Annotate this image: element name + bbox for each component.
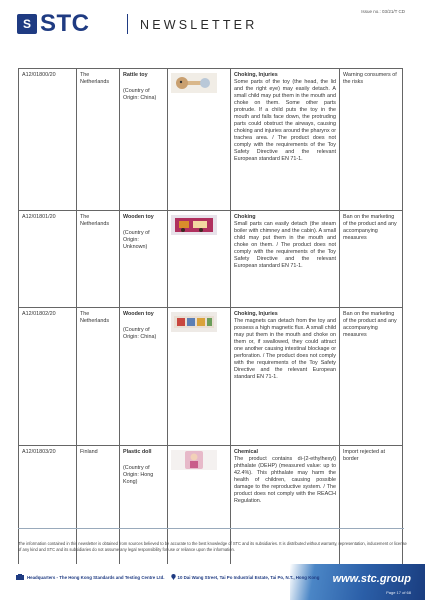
ref-cell: A12/01800/20: [19, 69, 77, 211]
rattle-toy-photo: [171, 73, 217, 93]
country-cell: The Netherlands: [77, 211, 120, 308]
country-of-origin: (Country of Origin: China): [123, 327, 157, 340]
ref-cell: A12/01802/20: [19, 308, 77, 446]
wooden-magnet-toy-photo: [171, 312, 217, 332]
risk-title: Chemical: [234, 449, 258, 455]
product-name: Wooden toy: [123, 311, 154, 317]
recall-table: [18, 68, 403, 569]
plastic-doll-photo: [171, 450, 217, 470]
headquarters-info: [16, 574, 319, 580]
photo-cell: [168, 69, 231, 211]
location-pin-icon: [171, 574, 176, 580]
photo-cell: [168, 308, 231, 446]
measure-cell: Ban on the marketing of the product and any accompanying measures: [340, 308, 403, 446]
risk-text: The magnets can detach from the toy and possess a high magnetic flux. A small child may put them in the mouth and choke on them or, if swallowed, they could attract one another causing intestinal blockage or perforation. / The product does not comply with the requirements of the Toy Safety Directive and the relevant European standard EN 71-1.: [234, 318, 336, 380]
ref-cell: A12/01801/20: [19, 211, 77, 308]
table-row: [19, 69, 403, 211]
product-cell: [120, 308, 168, 446]
header-divider: [127, 14, 128, 34]
table-row: [19, 211, 403, 308]
country-of-origin: (Country of Origin: China): [123, 88, 157, 101]
headquarters-address: 10 Dai Wang Street, Tai Po Industrial Estate, Tai Po, N.T., Hong Kong: [177, 574, 320, 580]
product-name: Rattle toy: [123, 72, 148, 78]
headquarters-label: Headquarters - The Hong Kong Standards and Testing Centre Ltd.: [27, 574, 165, 580]
risk-cell: [231, 69, 340, 211]
product-cell: [120, 211, 168, 308]
photo-cell: [168, 211, 231, 308]
footer-bar: [0, 564, 425, 600]
measure-cell: Import rejected at border: [340, 446, 403, 569]
wooden-train-toy-photo: [171, 215, 217, 235]
table-row: [19, 308, 403, 446]
newsletter-title: NEWSLETTER: [140, 18, 258, 32]
product-name: Wooden toy: [123, 214, 154, 220]
risk-cell: [231, 308, 340, 446]
country-cell: The Netherlands: [77, 69, 120, 211]
footer-divider: [18, 528, 404, 529]
issue-number: Issue no.: 03/21/T CD: [361, 9, 405, 14]
building-icon: [16, 574, 24, 580]
website-link[interactable]: www.stc.group: [332, 573, 411, 585]
page-header: [0, 0, 425, 44]
risk-title: Choking, Injuries: [234, 72, 278, 78]
risk-title: Choking: [234, 214, 256, 220]
risk-text: The product contains di-(2-ethylhexyl) phthalate (DEHP) (measured value: up to 42.4%). This phthalate may harm the health of children, causing possible damage to the reproductive system. / The product does not comply with the REACH Regulation.: [234, 456, 336, 504]
product-cell: [120, 69, 168, 211]
page-number: Page 17 of 68: [386, 590, 411, 595]
country-of-origin: (Country of Origin: Unknown): [123, 230, 150, 250]
measure-cell: Warning consumers of the risks: [340, 69, 403, 211]
country-cell: The Netherlands: [77, 308, 120, 446]
risk-text: Small parts can easily detach (the steam boiler with chimney and the cabin). A small child may put them in the mouth and choke on them. / The product does not comply with the requirements of the Toy Safety Directive and the relevant European standard EN 71-1.: [234, 221, 336, 269]
ref-cell: A12/01803/20: [19, 446, 77, 569]
stc-logo-text: STC: [40, 10, 90, 37]
measure-cell: Ban on the marketing of the product and any accompanying measures: [340, 211, 403, 308]
stc-logo-mark-icon: S: [17, 14, 37, 34]
country-cell: Finland: [77, 446, 120, 569]
risk-text: Some parts of the toy (the head, the lid and the right eye) may easily detach. A small child may put them in the mouth and choke on them. Some other parts protrude. If a child puts the toy in the mouth and falls face down, the protruding parts could obstruct the airways, causing choking and injuries around the pharynx or trachea area. / The product does not comply with the requirements of the Toy Safety Directive and the relevant European standard EN 71-1.: [234, 79, 336, 162]
stc-logo: [17, 10, 90, 37]
country-of-origin: (Country of Origin: Hong Kong): [123, 465, 154, 485]
disclaimer-text: The information contained in this newsletter is obtained from sources believed to be accurate to the best knowledge of STC and its subsidiaries. It is distributed without warranty, representation, inducement or license of any kind and STC and its subsidiaries do not assume any legal responsibility for use or reliance upon the information.: [18, 541, 407, 552]
product-name: Plastic doll: [123, 449, 152, 455]
risk-title: Choking, Injuries: [234, 311, 278, 317]
risk-cell: [231, 211, 340, 308]
